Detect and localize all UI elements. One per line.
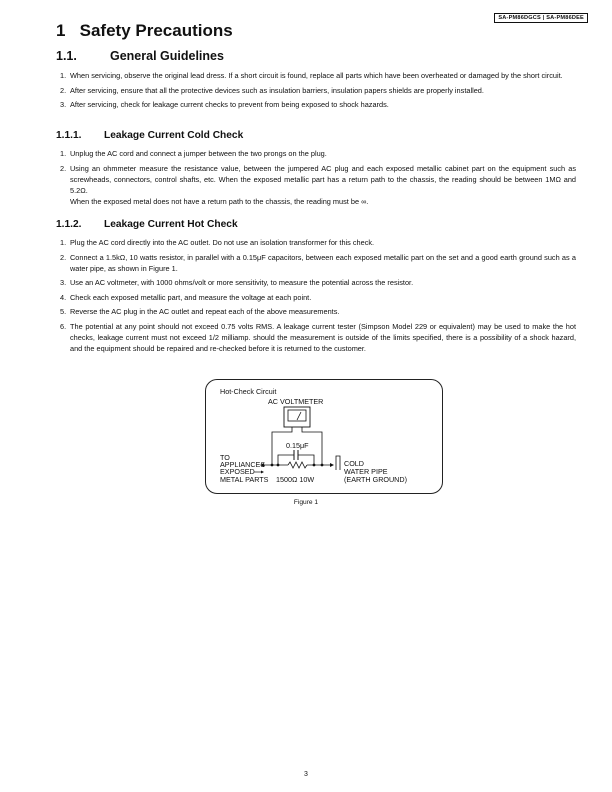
cold-check-list <box>56 148 576 210</box>
heading-number: 1.1.2. <box>56 219 82 230</box>
voltmeter-label: AC VOLTMETER <box>268 397 324 406</box>
voltmeter-needle-icon <box>297 412 301 420</box>
list-item-number: 1. <box>60 238 67 247</box>
left-label-line: METAL PARTS <box>220 475 269 484</box>
list-item-number: 1. <box>60 149 67 158</box>
list-item <box>56 70 576 81</box>
list-item-text: Plug the AC cord directly into the AC outlet. Do not use an isolation transformer for this check. <box>70 238 375 247</box>
hot-check-circuit-figure <box>205 379 443 494</box>
left-label-line: TO <box>220 453 230 462</box>
heading-number: 1.1.1. <box>56 130 82 141</box>
junction-dot <box>277 464 280 467</box>
list-item-number: 2. <box>60 252 67 262</box>
list-item-number: 3. <box>60 278 67 288</box>
heading-text: General Guidelines <box>110 49 224 63</box>
list-item <box>56 85 576 96</box>
capacitor-label: 0.15μF <box>286 441 309 450</box>
list-item-text: After servicing, ensure that all the protective devices such as insulation barriers, insulation papers shields are properly installed. <box>70 85 484 95</box>
left-label-line: EXPOSED <box>220 467 255 476</box>
list-item-number: 6. <box>60 321 67 331</box>
list-item <box>56 321 576 354</box>
heading-text: Leakage Current Hot Check <box>104 219 238 230</box>
list-item <box>56 148 576 159</box>
list-item-number: 1. <box>60 71 67 80</box>
list-item-text: When servicing, observe the original lead dress. If a short circuit is found, replace all parts which have been overheated or damaged by the short circuit. <box>70 71 563 80</box>
resistor-icon <box>288 462 307 468</box>
right-label-line: (EARTH GROUND) <box>344 475 407 484</box>
list-item-number: 2. <box>60 85 67 95</box>
hot-check-list <box>56 237 576 358</box>
page-number: 3 <box>304 771 308 778</box>
list-item-text: Check each exposed metallic part, and measure the voltage at each point. <box>70 292 312 302</box>
capacitor-wire-right <box>298 455 314 465</box>
general-guidelines-heading <box>56 49 224 63</box>
list-item <box>56 237 576 248</box>
list-item-number: 5. <box>60 307 67 317</box>
resistor-label: 1500Ω 10W <box>276 475 315 484</box>
list-item <box>56 99 576 110</box>
left-label-line: APPLIANCES <box>220 460 266 469</box>
general-guidelines-list <box>56 70 576 114</box>
junction-dot <box>313 464 316 467</box>
probe-arrow-icon <box>330 463 334 467</box>
circuit-diagram <box>206 380 442 493</box>
section-number: 1 <box>56 21 66 40</box>
list-item-text: Using an ohmmeter measure the resistance value, between the jumpered AC plug and each exposed metallic cabinet part on the equipment such as screwheads, connectors, control shafts, etc. When the exposed metallic part has a return path to the chassis, the reading should be between 1MΩ and 5.2Ω. <box>70 163 576 195</box>
list-item-text: Connect a 1.5kΩ, 10 watts resistor, in parallel with a 0.15μF capacitors, between each exposed metallic part on the set and a good earth ground such as a water pipe, as shown in Figure 1. <box>70 252 576 273</box>
list-item-number: 3. <box>60 100 67 110</box>
list-item <box>56 306 576 317</box>
list-item-text: After servicing, check for leakage current checks to prevent from being exposed to shock hazards. <box>70 100 389 110</box>
list-item <box>56 292 576 303</box>
junction-dot <box>321 464 324 467</box>
figure-title: Hot-Check Circuit <box>220 387 277 396</box>
heading-text: Leakage Current Cold Check <box>104 130 244 141</box>
right-label-line: COLD <box>344 459 364 468</box>
heading-number: 1.1. <box>56 49 77 63</box>
left-pointer-arrow-icon <box>261 471 264 474</box>
junction-dot <box>271 464 274 467</box>
list-item-text: Reverse the AC plug in the AC outlet and repeat each of the above measurements. <box>70 307 340 317</box>
capacitor-wire-left <box>278 455 294 465</box>
model-tag: SA-PM86DGCS | SA-PM86DEE <box>494 13 588 23</box>
list-item-text: Unplug the AC cord and connect a jumper between the two prongs on the plug. <box>70 149 327 158</box>
list-item-number: 2. <box>60 163 67 173</box>
cold-check-heading <box>56 130 243 141</box>
list-item-text: The potential at any point should not exceed 0.75 volts RMS. A leakage current tester (Simpson Model 229 or equivalent) may be used to make the hot checks, leakage current must not exceed 1/2 milliamp. should the measurement is outside of the limits specified, there is a possibility of a shock hazard, and the equipment should be repaired and re-checked before it is returned to the customer. <box>70 321 576 353</box>
hot-check-heading <box>56 219 238 230</box>
section-title-text: Safety Precautions <box>79 21 233 40</box>
list-item <box>56 163 576 207</box>
figure-caption: Figure 1 <box>293 499 319 506</box>
list-item <box>56 277 576 288</box>
list-item <box>56 252 576 274</box>
right-label-line: WATER PIPE <box>344 467 388 476</box>
list-item-extra: When the exposed metal does not have a return path to the chassis, the reading must be ∞. <box>70 196 369 206</box>
water-pipe-icon <box>336 456 340 470</box>
section-title <box>56 21 233 41</box>
list-item-text: Use an AC voltmeter, with 1000 ohms/volt or more sensitivity, to measure the potential across the resistor. <box>70 278 414 288</box>
list-item-number: 4. <box>60 292 67 302</box>
